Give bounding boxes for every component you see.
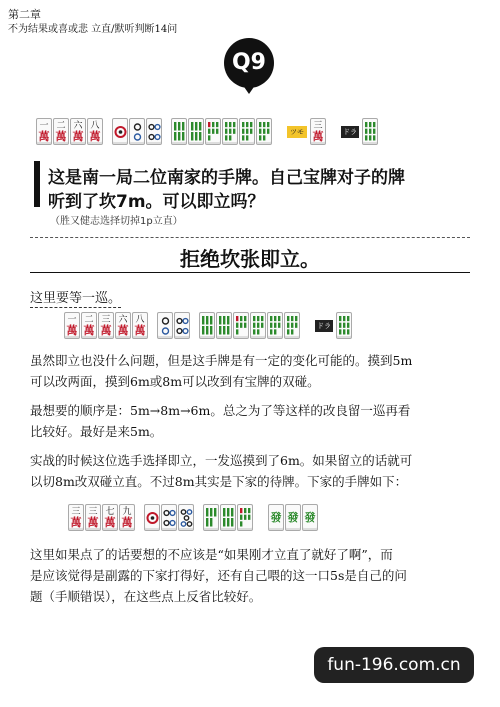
paragraph-1-line-1: 虽然即立也没什么问题，但是这手牌是有一定的变化可能的。摸到5m (30, 353, 413, 368)
tile-number: 一 (67, 314, 77, 325)
sou-tile (237, 504, 253, 531)
sou-tile (216, 312, 232, 339)
question-badge (220, 36, 278, 94)
opponent-hand (68, 504, 319, 531)
tile-number: 八 (135, 314, 145, 325)
tile-suit: 萬 (83, 323, 95, 337)
paragraph-3-line-2: 以切8m改双碰立直。不过8m其实是下家的待牌。下家的手牌如下： (30, 474, 408, 489)
bamboo-icon (205, 507, 218, 529)
bamboo-icon (201, 315, 214, 337)
paragraph-2 (30, 400, 475, 442)
bamboo-icon (224, 121, 237, 143)
man-tile (102, 504, 118, 531)
chapter-label: 第二章 (8, 8, 41, 21)
sou-tile (284, 312, 300, 339)
bamboo-icon (286, 315, 299, 337)
dora-label: ドラ (317, 322, 331, 330)
tsumo-tile (310, 118, 326, 145)
paragraph-4-line-2: 是应该觉得是副露的下家打得好，还有自己喂的这一口5s是自己的问 (30, 568, 407, 583)
sou-tile (222, 118, 238, 145)
question-note: （胜又健志选择切掉1p立直） (50, 216, 183, 227)
tile-suit: 萬 (117, 323, 129, 337)
bamboo-icon (173, 121, 186, 143)
sou-tile (256, 118, 272, 145)
dora-indicator-tile (362, 118, 378, 145)
paragraph-1 (30, 350, 475, 392)
bamboo-icon (252, 315, 265, 337)
man-tile (68, 504, 84, 531)
man-tile (98, 312, 114, 339)
sou-tile (220, 504, 236, 531)
chapter-subtitle: 不为结果或喜或悲 立直/默听判断14问 (8, 24, 178, 35)
man-tile (81, 312, 97, 339)
question-text-line1: 这是南一局二位南家的手牌。自己宝牌对子的牌 (48, 168, 405, 188)
tile-number: 二 (84, 314, 94, 325)
paragraph-1-line-2: 可以改两面，摸到6m或8m可以改到有宝牌的双碰。 (30, 374, 320, 389)
sou-tile (250, 312, 266, 339)
bamboo-icon (239, 507, 252, 529)
tile-number: 一 (39, 120, 49, 131)
tile-suit: 萬 (72, 129, 84, 143)
tile-suit: 萬 (312, 129, 324, 143)
pin-icon (163, 507, 176, 529)
section-heading: 这里要等一巡。 (30, 287, 121, 308)
question-number: Q9 (231, 50, 266, 75)
paragraph-2-line-2: 比较好。最好是来5m。 (30, 424, 163, 439)
bamboo-icon (258, 121, 271, 143)
dora-indicator-tile (336, 312, 352, 339)
tile-suit: 萬 (55, 129, 67, 143)
tile-suit: 萬 (89, 129, 101, 143)
paragraph-3-line-1: 实战的时候这位选手选择即立，一发巡摸到了6m。如果留立的话就可 (30, 453, 413, 468)
bamboo-icon (222, 507, 235, 529)
bamboo-icon (364, 121, 377, 143)
tile-number: 六 (73, 120, 83, 131)
tile-number: 七 (105, 506, 115, 517)
honor-glyph: 發 (270, 511, 282, 524)
tile-suit: 萬 (104, 515, 116, 529)
question-text-line2: 听到了坎7m。可以即立吗？ (48, 192, 265, 212)
pin-tile (144, 504, 160, 531)
pin-tile (146, 118, 162, 145)
divider (30, 237, 470, 238)
pin-tile (178, 504, 194, 531)
sou-tile (188, 118, 204, 145)
tile-number: 三 (101, 314, 111, 325)
tile-number: 二 (56, 120, 66, 131)
paragraph-4-line-3: 题（手顺错误），在这些点上反省比较好。 (30, 589, 262, 604)
tile-suit: 萬 (121, 515, 133, 529)
bamboo-icon (218, 315, 231, 337)
bamboo-icon (269, 315, 282, 337)
man-tile (119, 504, 135, 531)
paragraph-3 (30, 450, 475, 492)
man-tile (64, 312, 80, 339)
tile-suit: 萬 (70, 515, 82, 529)
meld-tile (285, 504, 301, 531)
tile-number: 三 (88, 506, 98, 517)
meld-tile (302, 504, 318, 531)
man-tile (70, 118, 86, 145)
section-hand (64, 312, 353, 339)
meld-tile (268, 504, 284, 531)
man-tile (132, 312, 148, 339)
tile-suit: 萬 (87, 515, 99, 529)
answer-title: 拒绝坎张即立。 (180, 247, 320, 271)
site-watermark: fun-196.com.cn (314, 647, 474, 683)
man-tile (53, 118, 69, 145)
sou-tile (239, 118, 255, 145)
sou-tile (203, 504, 219, 531)
pin-icon (131, 121, 144, 143)
pin-tile (112, 118, 128, 145)
bamboo-icon (241, 121, 254, 143)
tile-number: 三 (313, 120, 323, 131)
pin-icon (114, 121, 127, 143)
question-hand (36, 118, 379, 145)
sou-tile (199, 312, 215, 339)
sou-tile (267, 312, 283, 339)
dora-label: ドラ (343, 128, 357, 136)
pin-tile (174, 312, 190, 339)
pin-icon (148, 121, 161, 143)
tile-suit: 萬 (134, 323, 146, 337)
answer-underline (30, 272, 470, 273)
bamboo-icon (235, 315, 248, 337)
tile-suit: 萬 (38, 129, 50, 143)
pin-icon (146, 507, 159, 529)
pin-icon (176, 315, 189, 337)
paragraph-2-line-1: 最想要的顺序是：5m→8m→6m。总之为了等这样的改良留一巡再看 (30, 403, 411, 418)
tile-number: 六 (118, 314, 128, 325)
sou-tile (171, 118, 187, 145)
tsumo-label: ツモ (287, 126, 307, 138)
tile-suit: 萬 (100, 323, 112, 337)
tile-number: 九 (122, 506, 132, 517)
sou-tile (233, 312, 249, 339)
man-tile (87, 118, 103, 145)
paragraph-4-line-1: 这里如果点了的话要想的不应该是“如果刚才立直了就好了啊”，而 (30, 547, 393, 562)
bamboo-icon (207, 121, 220, 143)
pin-icon (159, 315, 172, 337)
man-tile (115, 312, 131, 339)
sou-tile (205, 118, 221, 145)
question-marker-bar (34, 161, 40, 207)
pin-tile (157, 312, 173, 339)
pin-icon (180, 507, 193, 529)
man-tile (36, 118, 52, 145)
pin-tile (129, 118, 145, 145)
pin-tile (161, 504, 177, 531)
man-tile (85, 504, 101, 531)
honor-glyph: 發 (304, 511, 316, 524)
bamboo-icon (338, 315, 351, 337)
tile-number: 八 (90, 120, 100, 131)
paragraph-4 (30, 544, 475, 607)
tile-number: 三 (71, 506, 81, 517)
tile-suit: 萬 (66, 323, 78, 337)
honor-glyph: 發 (287, 511, 299, 524)
bamboo-icon (190, 121, 203, 143)
